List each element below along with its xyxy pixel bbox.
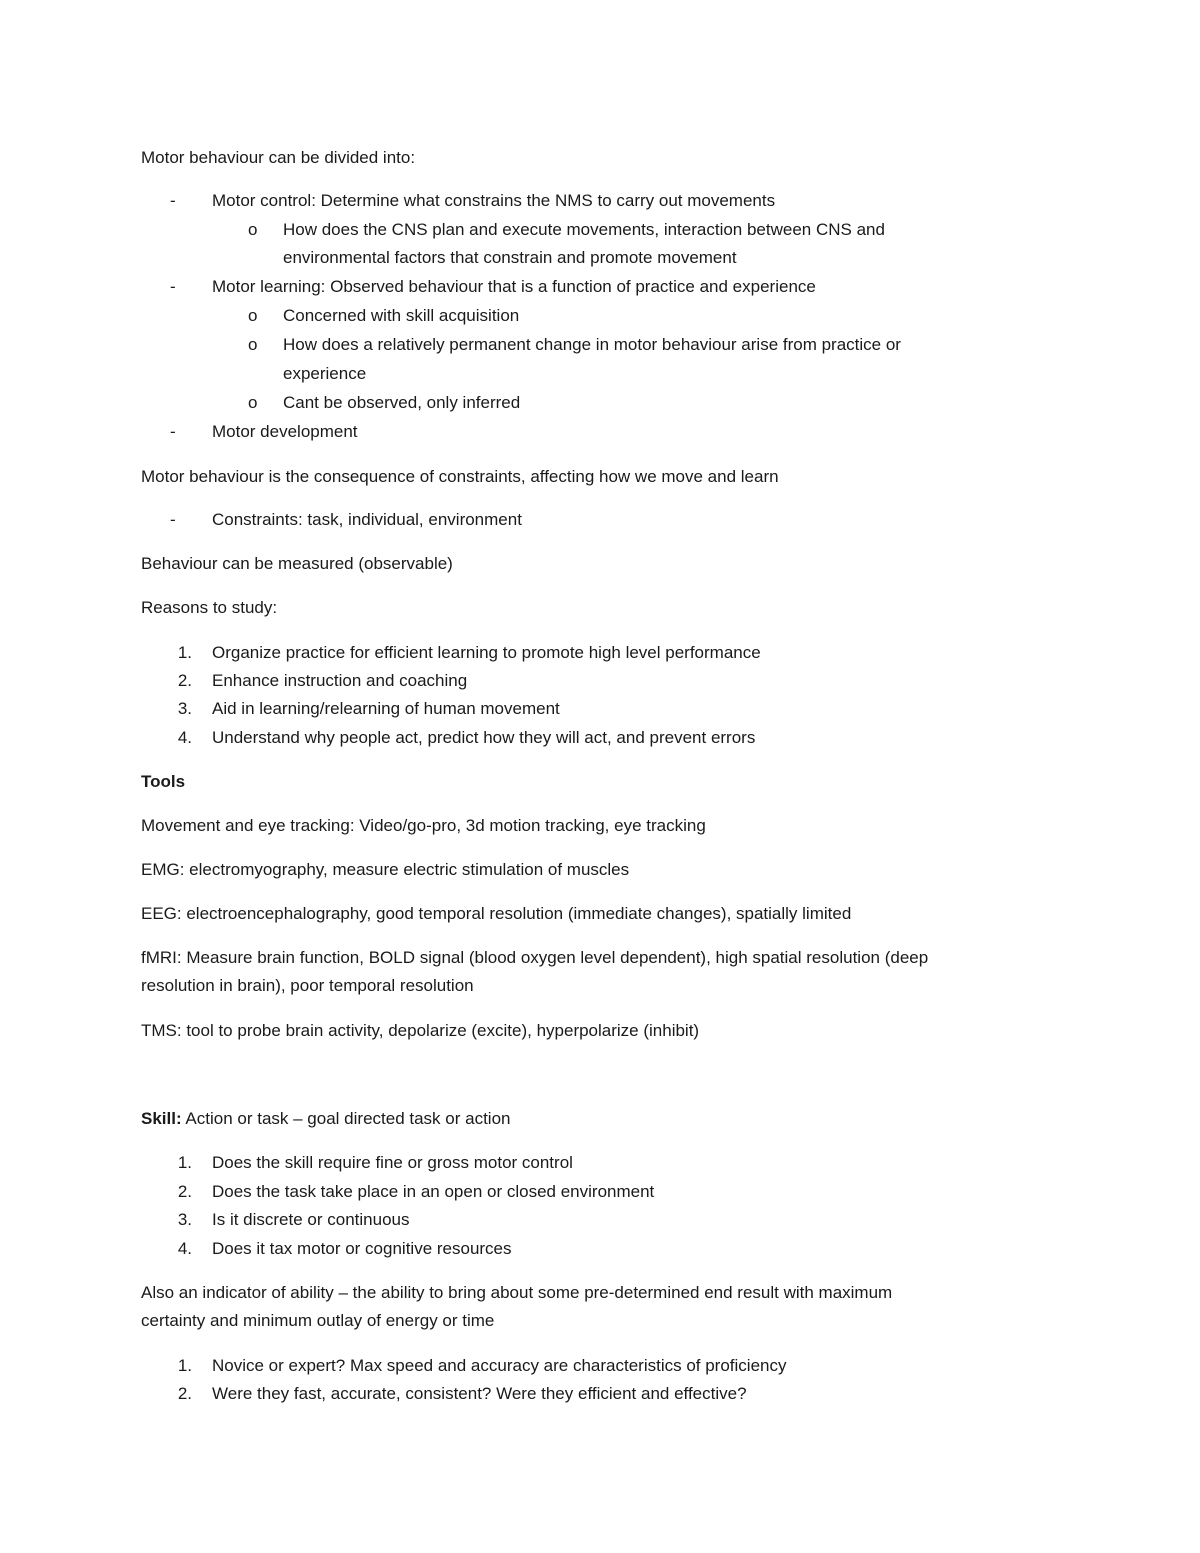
- paragraph-emg: EMG: electromyography, measure electric stimulation of muscles: [141, 860, 630, 879]
- sub-item-cns-plan: How does the CNS plan and execute movements, interaction between CNS and: [283, 220, 885, 239]
- list-number: 4.: [177, 728, 192, 747]
- paragraph-tms: TMS: tool to probe brain activity, depolarize (excite), hyperpolarize (inhibit): [141, 1021, 700, 1040]
- paragraph-fmri: fMRI: Measure brain function, BOLD signal (blood oxygen level dependent), high spatial resolution (deep: [141, 948, 929, 967]
- paragraph-eeg: EEG: electroencephalography, good temporal resolution (immediate changes), spatially limited: [141, 904, 852, 923]
- list-item-motor-learning: Motor learning: Observed behaviour that is a function of practice and experience: [212, 277, 816, 296]
- list-item-motor-control: Motor control: Determine what constrains the NMS to carry out movements: [212, 191, 776, 210]
- skill-label: Skill:: [141, 1109, 182, 1128]
- paragraph-consequence: Motor behaviour is the consequence of constraints, affecting how we move and learn: [141, 467, 779, 486]
- heading-tools: Tools: [141, 772, 186, 791]
- list-number: 1.: [177, 1153, 192, 1172]
- paragraph-fmri-cont: resolution in brain), poor temporal resolution: [141, 976, 474, 995]
- proficiency-item: Novice or expert? Max speed and accuracy are characteristics of proficiency: [212, 1356, 787, 1375]
- dash-marker: -: [170, 191, 176, 210]
- sub-item-skill-acquisition: Concerned with skill acquisition: [283, 306, 520, 325]
- bullet-marker: o: [248, 220, 258, 239]
- reason-item: Aid in learning/relearning of human movement: [212, 699, 560, 718]
- bullet-marker: o: [248, 335, 258, 354]
- list-number: 2.: [177, 671, 192, 690]
- list-number: 2.: [177, 1384, 192, 1403]
- bullet-marker: o: [248, 393, 258, 412]
- reason-item: Enhance instruction and coaching: [212, 671, 468, 690]
- list-item-constraints: Constraints: task, individual, environment: [212, 510, 522, 529]
- list-number: 1.: [177, 1356, 192, 1375]
- reason-item: Understand why people act, predict how they will act, and prevent errors: [212, 728, 756, 747]
- paragraph-skill: [141, 1108, 510, 1130]
- list-number: 4.: [177, 1239, 192, 1258]
- paragraph-intro: Motor behaviour can be divided into:: [141, 148, 416, 167]
- reason-item: Organize practice for efficient learning to promote high level performance: [212, 643, 761, 662]
- list-number: 1.: [177, 643, 192, 662]
- list-item-motor-development: Motor development: [212, 422, 358, 441]
- paragraph-reasons-title: Reasons to study:: [141, 598, 278, 617]
- paragraph-measured: Behaviour can be measured (observable): [141, 554, 453, 573]
- sub-item-permanent-change: How does a relatively permanent change in motor behaviour arise from practice or: [283, 335, 901, 354]
- skill-definition: Action or task – goal directed task or action: [185, 1109, 511, 1128]
- skill-question: Does it tax motor or cognitive resources: [212, 1239, 512, 1258]
- sub-item-cns-plan-cont: environmental factors that constrain and promote movement: [283, 248, 737, 267]
- list-number: 3.: [177, 699, 192, 718]
- skill-question: Is it discrete or continuous: [212, 1210, 410, 1229]
- proficiency-item: Were they fast, accurate, consistent? Were they efficient and effective?: [212, 1384, 747, 1403]
- sub-item-permanent-change-cont: experience: [283, 364, 367, 383]
- dash-marker: -: [170, 277, 176, 296]
- sub-item-inferred: Cant be observed, only inferred: [283, 393, 521, 412]
- skill-question: Does the task take place in an open or closed environment: [212, 1182, 655, 1201]
- list-number: 2.: [177, 1182, 192, 1201]
- paragraph-ability: Also an indicator of ability – the ability to bring about some pre-determined end result with maximum: [141, 1283, 893, 1302]
- bullet-marker: o: [248, 306, 258, 325]
- paragraph-movement-tracking: Movement and eye tracking: Video/go-pro, 3d motion tracking, eye tracking: [141, 816, 706, 835]
- skill-question: Does the skill require fine or gross motor control: [212, 1153, 573, 1172]
- dash-marker: -: [170, 510, 176, 529]
- list-number: 3.: [177, 1210, 192, 1229]
- paragraph-ability-cont: certainty and minimum outlay of energy or time: [141, 1311, 495, 1330]
- dash-marker: -: [170, 422, 176, 441]
